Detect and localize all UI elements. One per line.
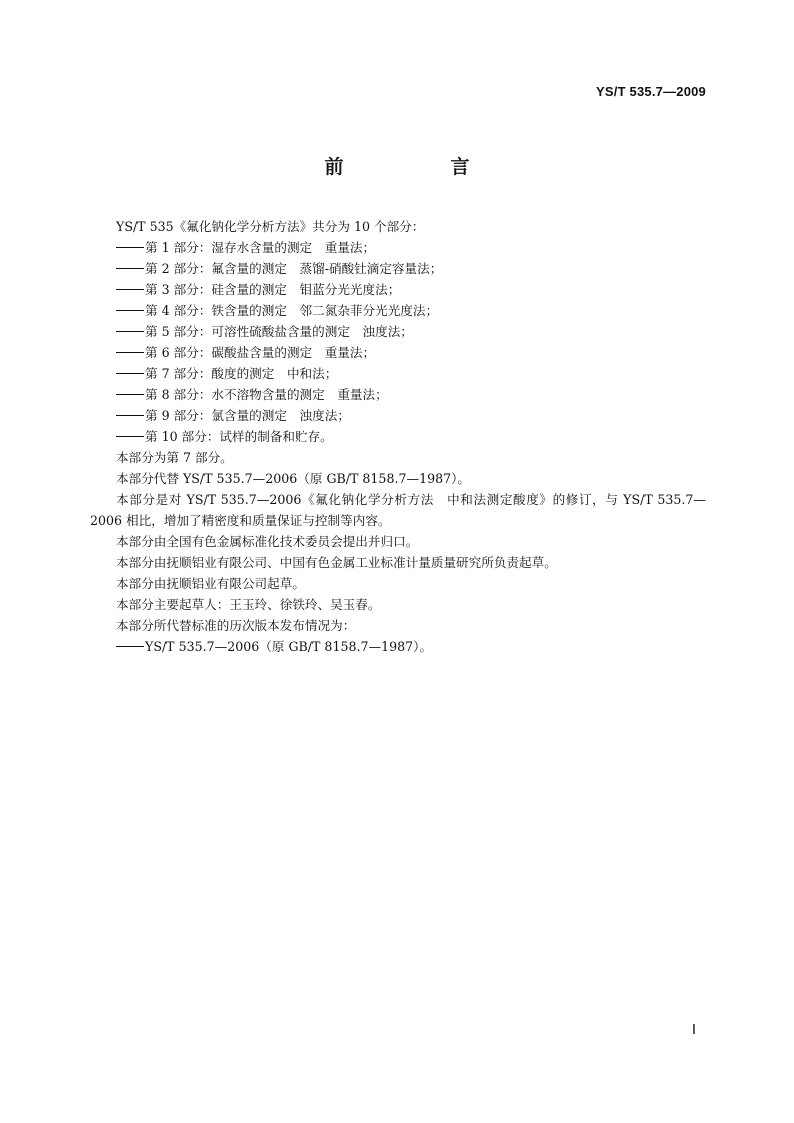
standard-code: YS/T 535.7—2009 [596,84,706,99]
dash-mark [116,310,144,311]
history-item: YS/T 535.7—2006（原 GB/T 8158.7—1987）。 [90,636,706,657]
list-item: 第 2 部分：氟含量的测定 蒸馏-硝酸钍滴定容量法； [90,258,706,279]
page-title: 前 言 [324,156,514,178]
list-item: 第 3 部分：硅含量的测定 钼蓝分光光度法； [90,279,706,300]
list-item: 第 8 部分：水不溶物含量的测定 重量法； [90,384,706,405]
paragraph: 本部分为第 7 部分。 [116,450,233,465]
paragraph: 本部分由抚顺铝业有限公司、中国有色金属工业标准计量质量研究所负责起草。 [116,555,557,570]
paragraph: 本部分是对 YS/T 535.7—2006《氟化钠化学分析方法 中和法测定酸度》的修订，与 YS/T 535.7—2006 相比，增加了精密度和质量保证与控制等内容。 [90,492,706,528]
paragraph: 本部分代替 YS/T 535.7—2006（原 GB/T 8158.7—1987）。 [116,471,471,486]
intro-paragraph: YS/T 535《氟化钠化学分析方法》共分为 10 个部分： [116,219,425,234]
dash-mark [116,268,144,269]
list-item: 第 6 部分：碳酸盐含量的测定 重量法； [90,342,706,363]
list-item: 第 1 部分：湿存水含量的测定 重量法； [90,237,706,258]
list-item: 第 9 部分：氯含量的测定 浊度法； [90,405,706,426]
dash-mark [116,394,144,395]
dash-mark [116,373,144,374]
paragraph: 本部分由抚顺铝业有限公司起草。 [116,576,305,591]
paragraph: 本部分所代替标准的历次版本发布情况为： [116,618,356,633]
list-item: 第 7 部分：酸度的测定 中和法； [90,363,706,384]
document-body [90,216,706,657]
parts-list [90,237,706,447]
page-number: Ⅰ [691,1023,696,1038]
dash-mark [116,331,144,332]
list-item: 第 5 部分：可溶性硫酸盐含量的测定 浊度法； [90,321,706,342]
list-item: 第 4 部分：铁含量的测定 邻二氮杂菲分光光度法； [90,300,706,321]
paragraph: 本部分主要起草人：王玉玲、徐铁玲、吴玉春。 [116,597,381,612]
paragraph: 本部分由全国有色金属标准化技术委员会提出并归口。 [116,534,419,549]
list-item: 第 10 部分：试样的制备和贮存。 [90,426,706,447]
dash-mark [116,646,144,647]
dash-mark [116,415,144,416]
dash-mark [116,247,144,248]
dash-mark [116,352,144,353]
dash-mark [116,289,144,290]
dash-mark [116,436,144,437]
